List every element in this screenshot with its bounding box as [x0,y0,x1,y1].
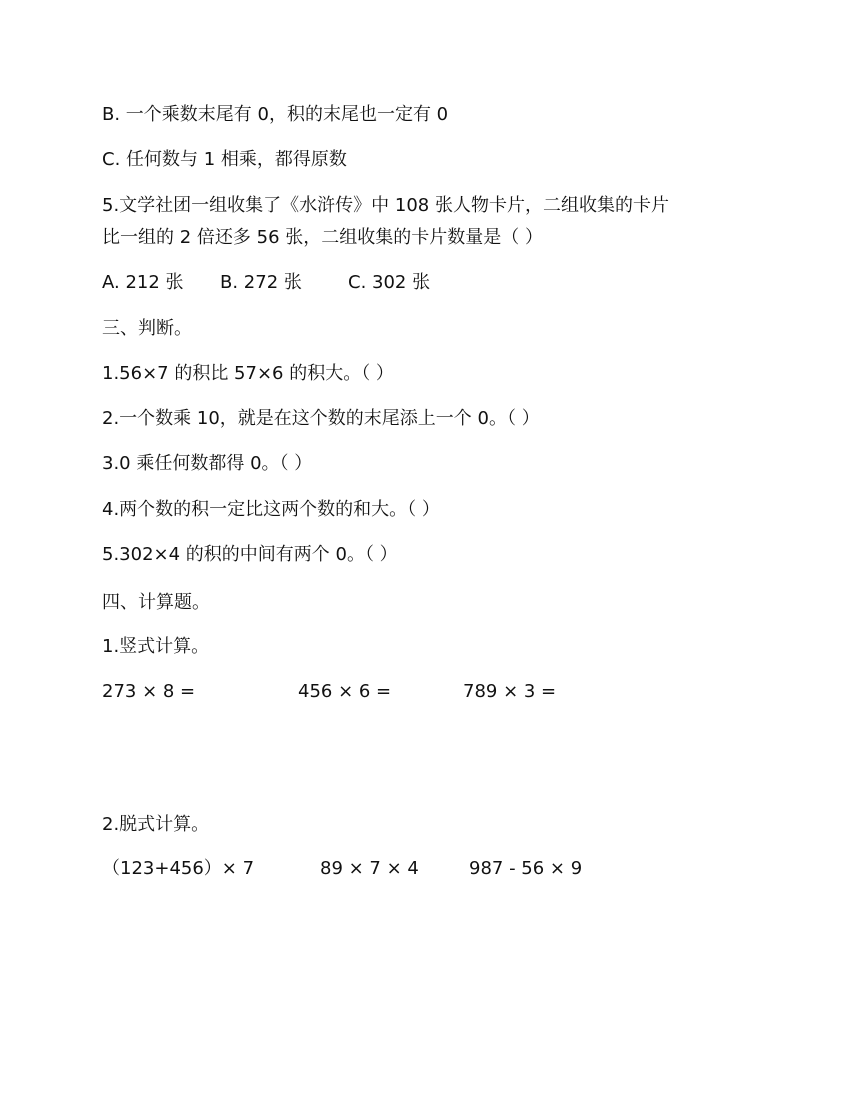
question-5-line-2: 比一组的 2 倍还多 56 张，二组收集的卡片数量是（ ） [102,227,543,248]
judge-item-5: 5.302×4 的积的中间有两个 0。（ ） [102,544,398,565]
stepwise-calc-title: 2.脱式计算。 [102,814,210,835]
vertical-calc-title: 1.竖式计算。 [102,636,210,657]
judge-item-3: 3.0 乘任何数都得 0。（ ） [102,453,313,474]
vertical-calc-item-1: 273 × 8 = [102,681,196,702]
vertical-calc-item-3: 789 × 3 = [463,681,557,702]
stepwise-calc-item-3: 987 - 56 × 9 [469,858,583,879]
question-5-line-1: 5.文学社团一组收集了《水浒传》中 108 张人物卡片，二组收集的卡片 [102,195,669,216]
judge-item-2: 2.一个数乘 10，就是在这个数的末尾添上一个 0。（ ） [102,408,540,429]
section-3-title: 三、判断。 [102,318,192,339]
stepwise-calc-item-1: （123+456）× 7 [102,858,255,879]
question-5-option-c: C. 302 张 [348,272,431,293]
question-5-option-b: B. 272 张 [220,272,302,293]
judge-item-4: 4.两个数的积一定比这两个数的和大。（ ） [102,499,440,520]
judge-item-1: 1.56×7 的积比 57×6 的积大。（ ） [102,363,394,384]
choice-option-c: C. 任何数与 1 相乘，都得原数 [102,149,347,170]
vertical-calc-item-2: 456 × 6 = [298,681,392,702]
section-4-title: 四、计算题。 [102,592,210,613]
choice-option-b: B. 一个乘数末尾有 0，积的末尾也一定有 0 [102,104,449,125]
question-5-option-a: A. 212 张 [102,272,184,293]
stepwise-calc-item-2: 89 × 7 × 4 [320,858,419,879]
